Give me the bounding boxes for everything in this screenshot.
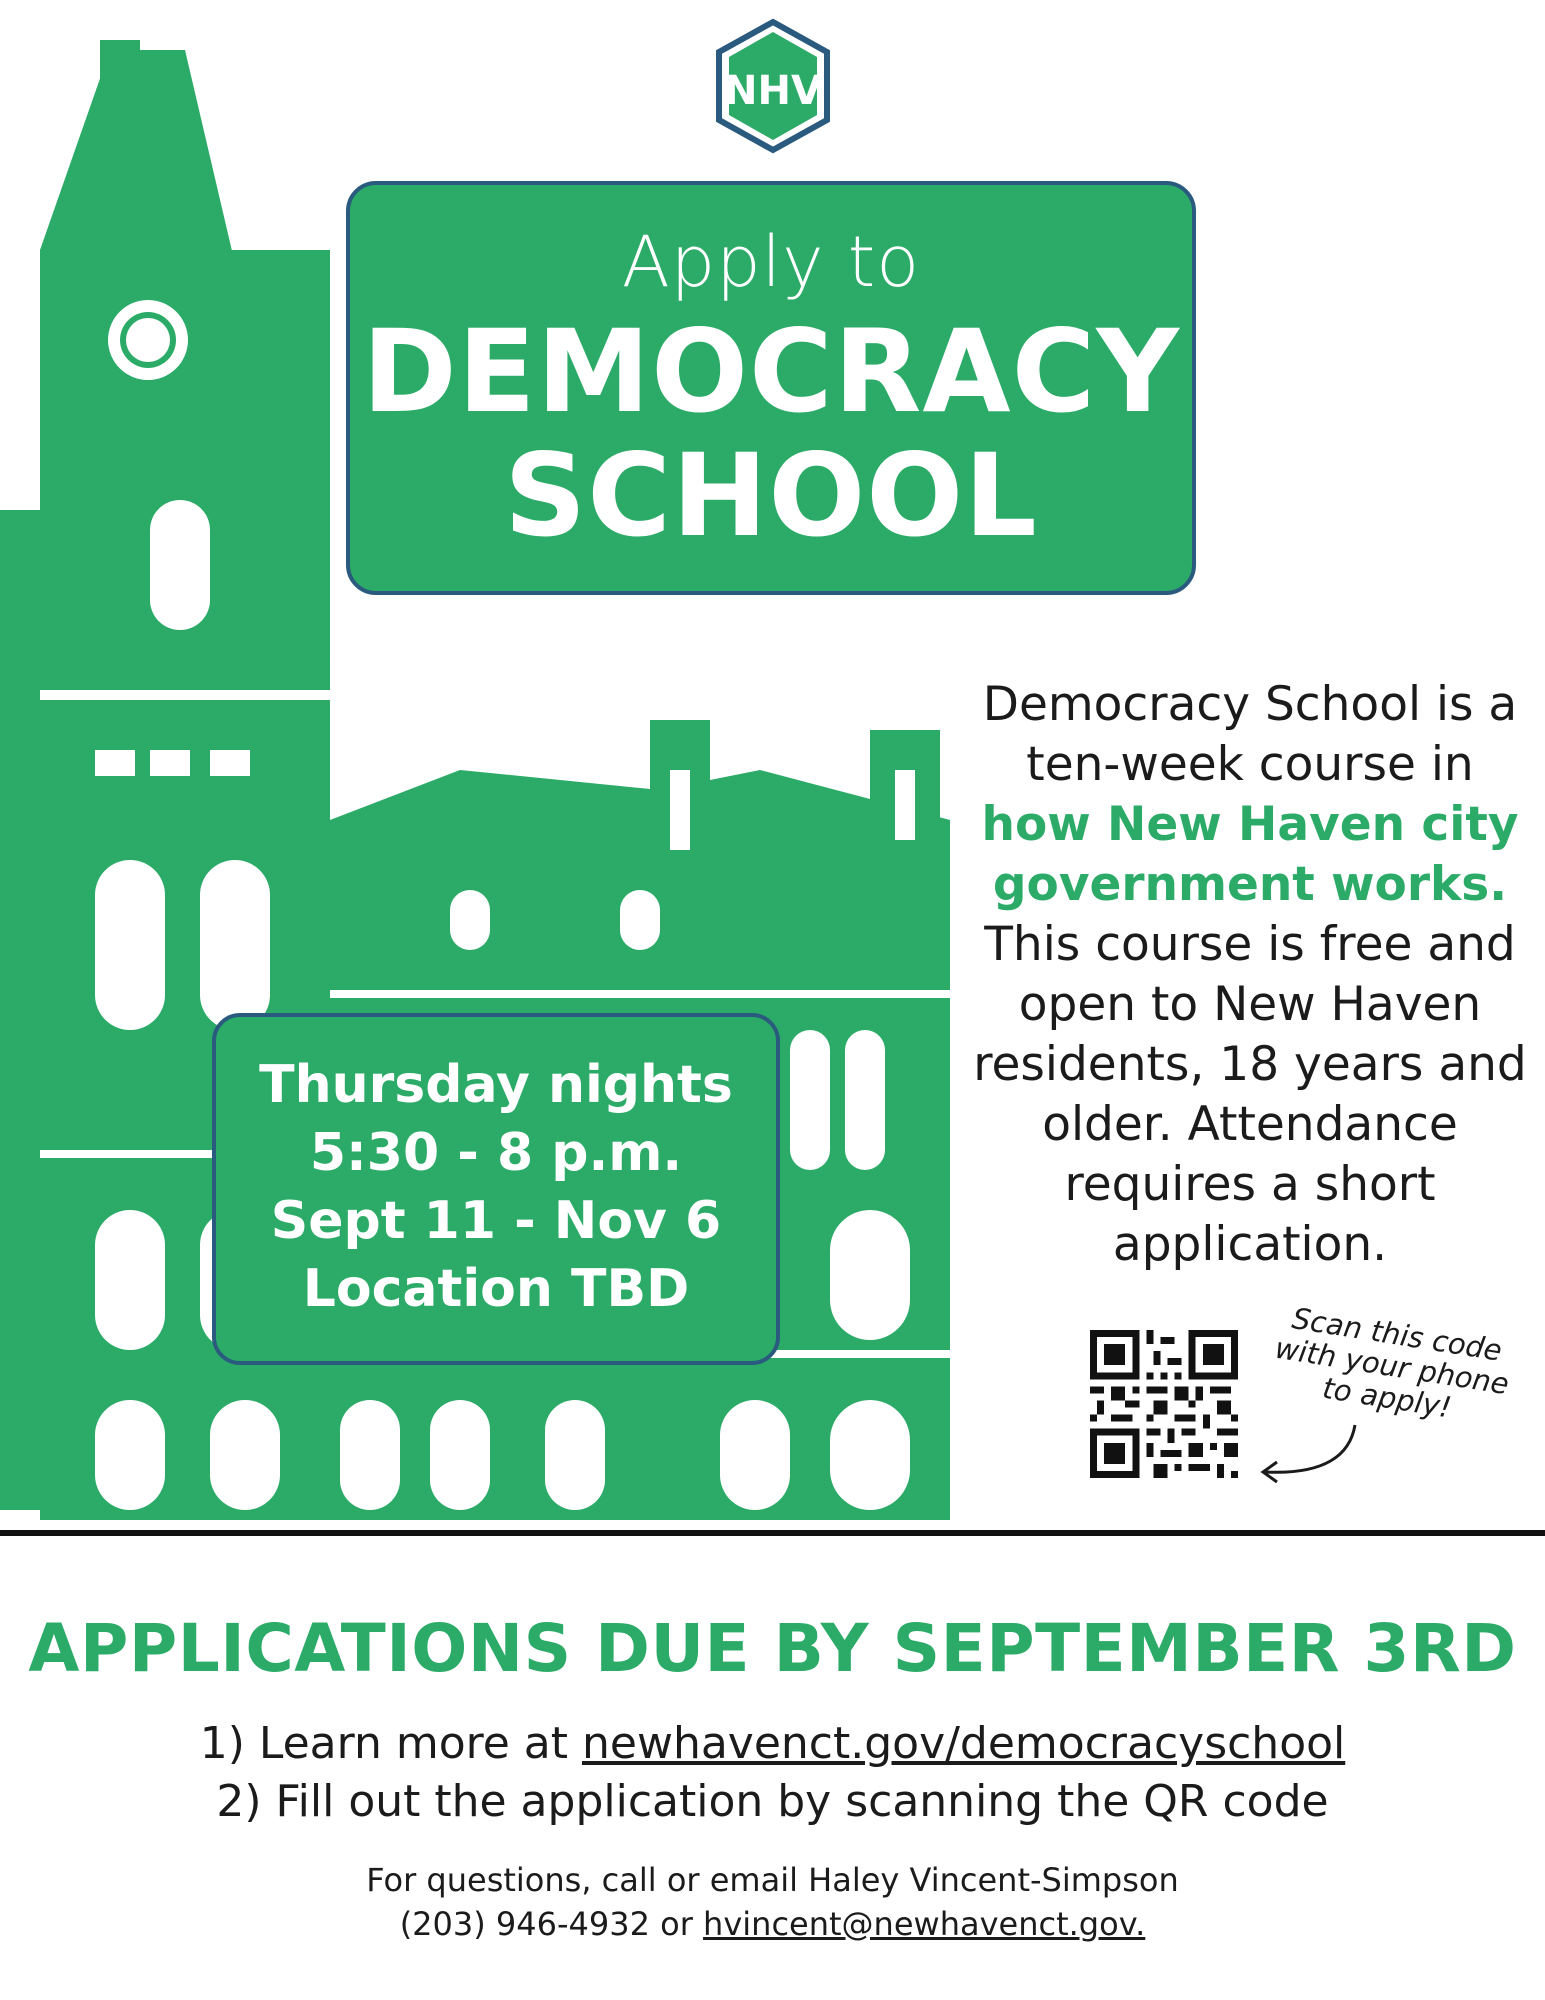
schedule-day: Thursday nights <box>259 1055 733 1115</box>
email-link[interactable]: hvincent@newhavenct.gov. <box>703 1905 1146 1943</box>
step-1-prefix: 1) Learn more at <box>199 1718 582 1769</box>
website-link[interactable]: newhavenct.gov/democracyschool <box>582 1718 1346 1769</box>
schedule-dates: Sept 11 - Nov 6 <box>270 1191 722 1251</box>
deadline-heading: APPLICATIONS DUE BY SEPTEMBER 3RD <box>28 1610 1517 1687</box>
description-highlight: how New Haven city government works. <box>981 797 1519 912</box>
steps-list <box>0 1715 1545 1831</box>
title-democracy: DEMOCRACY <box>362 305 1180 438</box>
schedule-time: 5:30 - 8 p.m. <box>309 1123 683 1183</box>
course-description <box>970 675 1530 1275</box>
logo-text: NHV <box>724 68 822 114</box>
contact-line: For questions, call or email Haley Vincent-Simpson <box>366 1861 1179 1899</box>
title-box <box>346 181 1196 595</box>
curved-arrow-icon <box>1255 1410 1375 1490</box>
contact-info <box>0 1858 1545 1946</box>
step-2: 2) Fill out the application by scanning the QR code <box>216 1776 1329 1827</box>
qr-scan-note: Scan this code with your phone to apply! <box>1272 1301 1512 1425</box>
nhv-logo <box>713 18 833 154</box>
description-details: This course is free and open to New Haven residents, 18 years and older. Attendance requires a short application. <box>973 917 1527 1272</box>
section-divider <box>0 1530 1545 1536</box>
contact-details <box>0 1902 1545 1946</box>
qr-code[interactable] <box>1090 1330 1238 1478</box>
schedule-box <box>212 1013 780 1365</box>
step-1 <box>0 1715 1545 1773</box>
schedule-location: Location TBD <box>302 1259 690 1319</box>
title-apply-to: Apply to <box>621 221 921 303</box>
description-intro: Democracy School is a ten-week course in <box>982 677 1518 792</box>
title-school: SCHOOL <box>504 429 1038 562</box>
contact-phone: (203) 946-4932 or <box>399 1905 704 1943</box>
